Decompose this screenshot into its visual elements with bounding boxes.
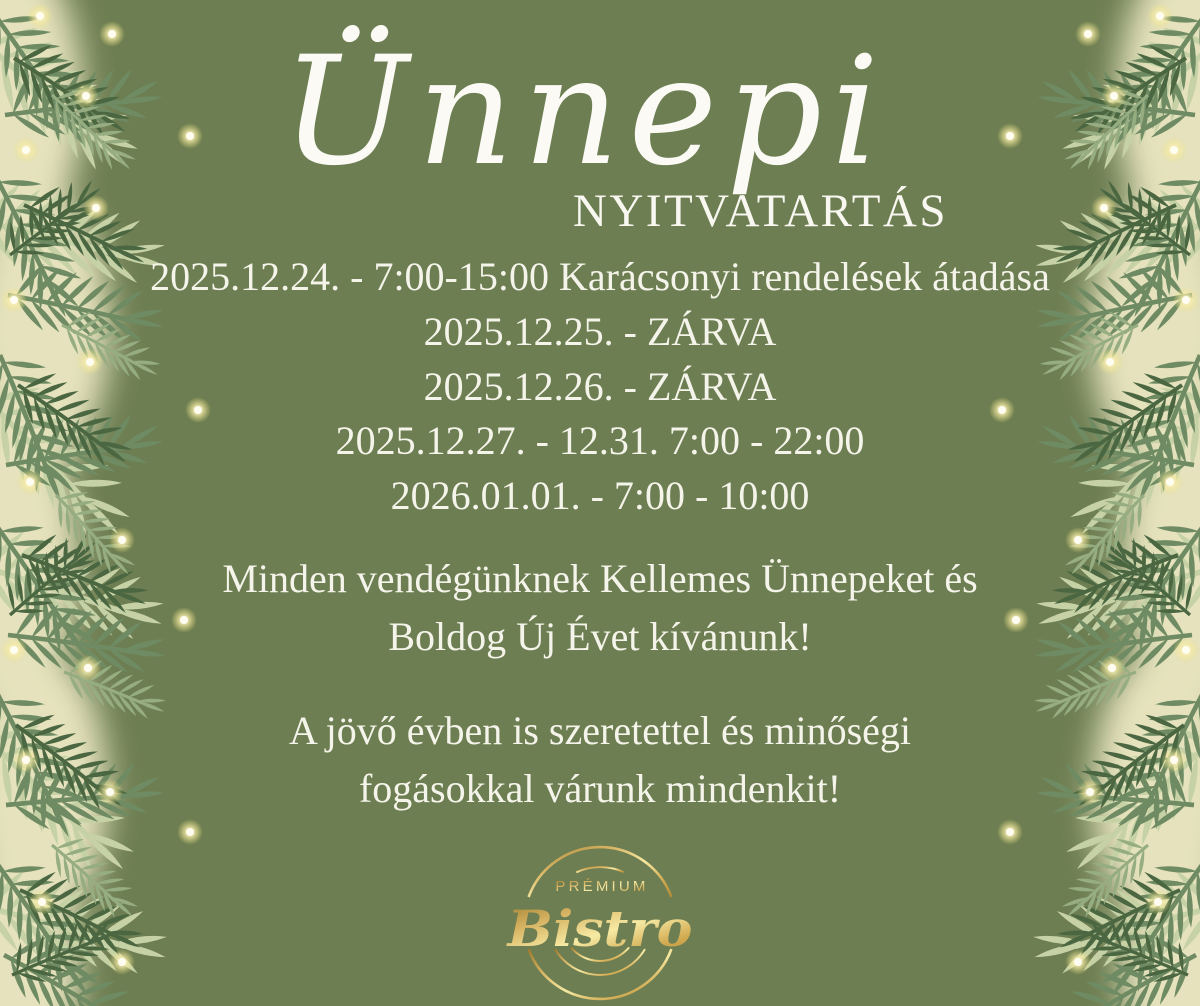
opening-hours-line: 2026.01.01. - 7:00 - 10:00 [390,473,810,519]
greeting-line: Minden vendégünknek Kellemes Ünnepeket és [222,556,978,601]
welcome-line: fogásokkal várunk mindenkit! [358,766,842,811]
opening-hours-list [0,250,1200,524]
opening-hours-line: 2025.12.24. - 7:00-15:00 Karácsonyi rendelések átadása [150,254,1050,299]
title-subtitle: NYITVATARTÁS [572,185,948,237]
opening-hours-line: 2025.12.25. - ZÁRVA [423,308,777,354]
welcome-message [0,702,1200,818]
welcome-line: A jövő évben is szeretettel és minőségi [288,708,912,753]
logo-bistro-text: Bistro [505,899,693,958]
opening-hours-line: 2025.12.26. - ZÁRVA [423,363,777,409]
greeting-message [0,550,1200,666]
premium-bistro-logo [490,836,710,1006]
logo-premium-text: PRÉMIUM [555,878,649,895]
title-script: Ünnepi [281,25,889,199]
opening-hours-line: 2025.12.27. - 12.31. 7:00 - 22:00 [335,418,865,464]
greeting-line: Boldog Új Évet kívánunk! [388,614,812,659]
